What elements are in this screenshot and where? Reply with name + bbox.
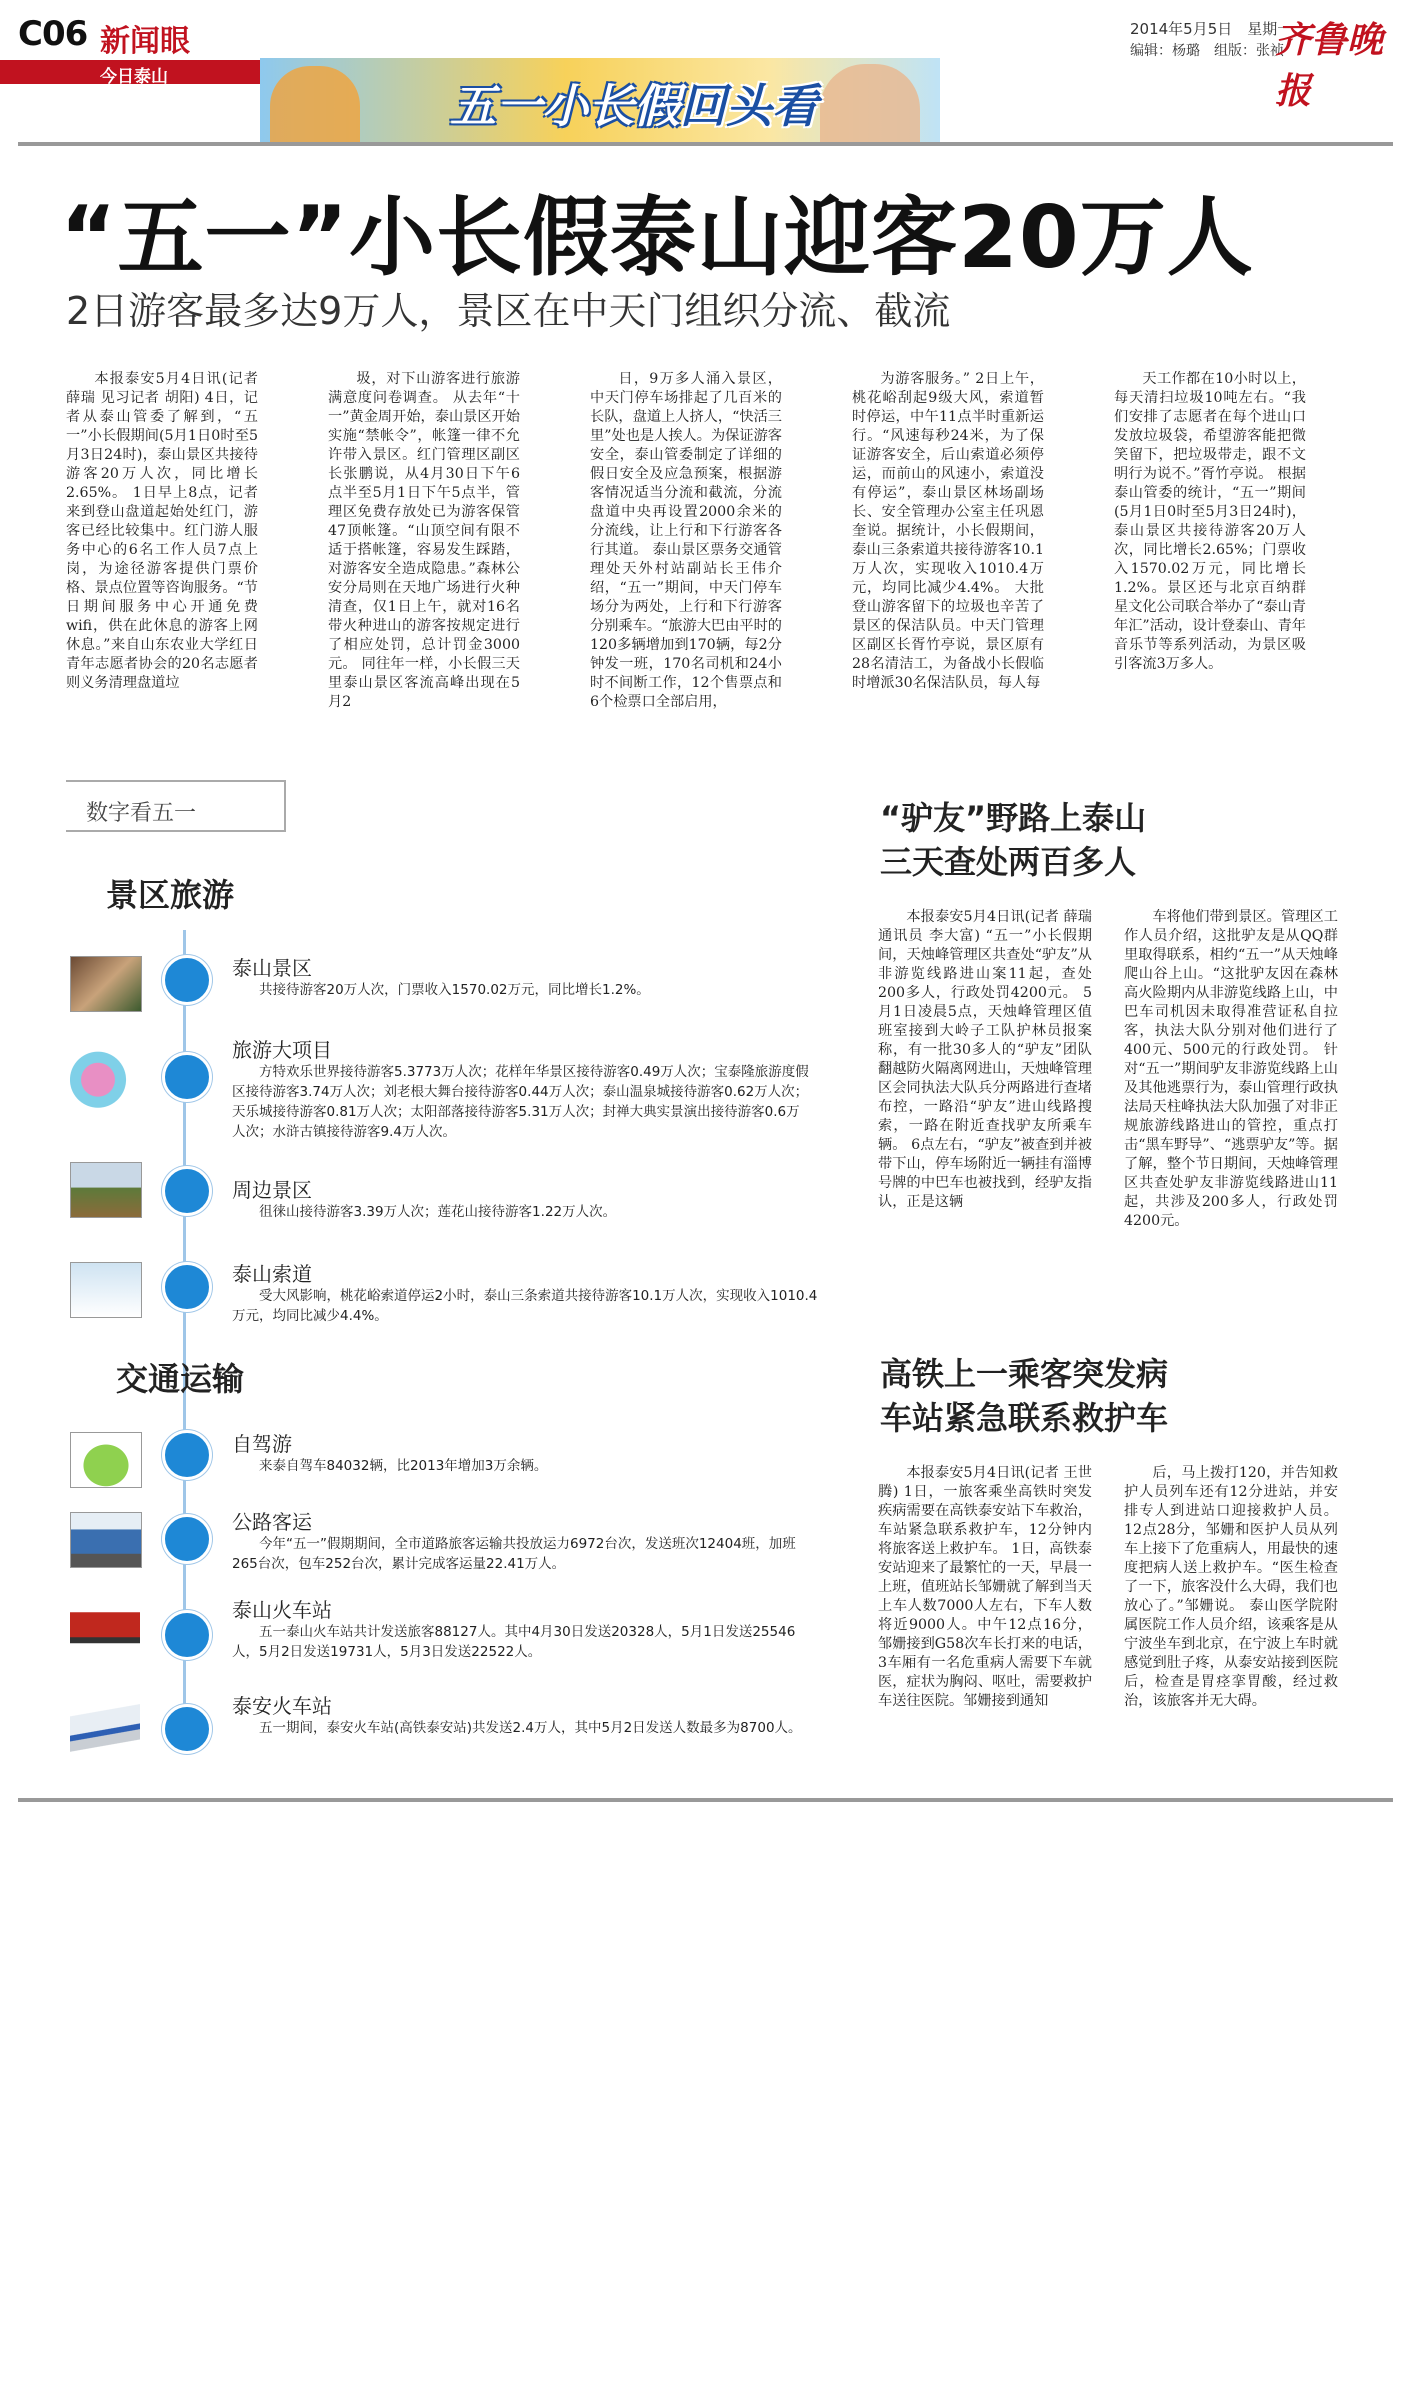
scenic-photo: [70, 1162, 142, 1218]
item-title: 泰山景区: [232, 956, 312, 980]
holiday-banner: [260, 58, 940, 146]
main-headline: “五一”小长假泰山迎客20万人: [60, 188, 1254, 288]
item-text: [232, 980, 822, 1000]
main-column-text: 天工作都在10小时以上，每天清扫垃圾10吨左右。“我们安排了志愿者在每个进山口发放垃圾袋，希望游客能把微笑留下，把垃圾带走，跟不文明行为说不。”胥竹亭说。 根据泰山管委的统计，“五一”期间(5月1日0时至5月3日24时)，泰山景区共接待游客20万人次，同比增长2.65%；门票收入1570.02万元，同比增长1.2%。景区还与北京百纳群星文化公司联合举办了“泰山青年汇”活动，设计登泰山、青年音乐节等系列活动，为景区吸引客流3万多人。: [1114, 371, 1306, 672]
subsection-name: 今日泰山: [100, 67, 168, 87]
story2-title-line2: 三天查处两百多人: [880, 843, 1137, 881]
timeline-dot: [162, 1610, 212, 1660]
item-text-body: 五一泰山火车站共计发送旅客88127人。其中4月30日发送20328人，5月1日发送25546人，5月2日发送19731人，5月3日发送22522人。: [232, 1624, 796, 1660]
timeline-line: [183, 930, 186, 1720]
story3-text: 后，马上拨打120，并告知救护人员列车还有12分进站，并安排专人到进站口迎接救护人员。 12点28分，邹姗和医护人员从列车上接下了危重病人，用最快的速度把病人送上救护车。“医生检查了一下，旅客没什么大碍，我们也放心了。”邹姗说。 泰山医学院附属医院工作人员介绍，该乘客是从宁波坐车到北京，在宁波上车时就感觉到肚子疼，从泰安站接到医院后，检查是胃痉挛胃酸，经过救治，该旅客并无大碍。: [1124, 1465, 1338, 1709]
timeline-dot: [162, 1430, 212, 1480]
item-text-body: 徂徕山接待游客3.39万人次；莲花山接待游客1.22万人次。: [259, 1204, 617, 1220]
car-photo: [70, 1432, 142, 1488]
story3-title-line2: 车站紧急联系救护车: [880, 1399, 1169, 1437]
main-subhead: 2日游客最多达9万人，景区在中天门组织分流、截流: [66, 289, 951, 333]
newspaper-logo: 齐鲁晚报: [1275, 20, 1384, 112]
category-title: 交通运输: [116, 1360, 245, 1398]
item-text: [232, 1062, 812, 1142]
item-text: [232, 1456, 822, 1476]
cablecar-photo: [70, 1262, 142, 1318]
timeline-dot: [162, 1514, 212, 1564]
main-column-text: 日，9万多人涌入景区，中天门停车场排起了几百米的长队，盘道上人挤人，“快活三里”处也是人挨人。为保证游客安全，泰山管委制定了详细的假日安全及应急预案，根据游客情况适当分流和截流，分流盘道中央再设置2000余米的分流线，让上行和下行游客各行其道。 泰山景区票务交通管理处天外村站副站长王伟介绍，“五一”期间，中天门停车场分为两处，上行和下行游客分别乘车。“旅游大巴由平时的120多辆增加到170辆，每2分钟发一班，170名司机和24小时不间断工作，12个售票点和6个检票口全部启用，: [590, 371, 782, 710]
category-title: 景区旅游: [106, 876, 235, 914]
main-column-text: 本报泰安5月4日讯(记者 薛瑞 见习记者 胡阳) 4日，记者从泰山管委了解到，“五一”小长假期间(5月1日0时至5月3日24时)，泰山景区共接待游客20万人次，同比增长2.65%。 1日早上8点，记者来到登山盘道起始处红门，游客已经比较集中。红门游人服务中心的6名工作人员7点上岗，为途径游客提供门票价格、景点位置等咨询服务。“节日期间服务中心开通免费wifi，供在此休息的游客上网休息。”来自山东农业大学红日青年志愿者协会的20名志愿者则义务清理盘道垃: [66, 371, 258, 691]
banner-title: [450, 70, 818, 136]
item-text: [232, 1534, 812, 1574]
item-text-body: 共接待游客20万人次，门票收入1570.02万元，同比增长1.2%。: [259, 982, 650, 998]
story3-title-line1: 高铁上一乘客突发病: [880, 1355, 1169, 1393]
main-column-3: [590, 370, 782, 730]
item-text: [232, 1718, 812, 1738]
numbers-label: 数字看五一: [86, 801, 197, 826]
timeline-dot: [162, 1052, 212, 1102]
item-title: 自驾游: [232, 1432, 292, 1456]
publication-date: 2014年5月5日 星期一: [1130, 20, 1293, 38]
page-number: C06: [18, 14, 88, 54]
banner-title-b: 回头看: [680, 79, 818, 133]
story3-title: [880, 1352, 1168, 1440]
main-column-text: 为游客服务。” 2日上午，桃花峪刮起9级大风，索道暂时停运，中午11点半时重新运行。“风速每秒24米，为了保证游客安全，后山索道必须停运，而前山的风速小，索道没有停运”，泰山景区林场副场长、安全管理办公室主任巩恩奎说。据统计，小长假期间，泰山三条索道共接待游客10.1万人次，实现收入1010.4万元，均同比减少4.4%。 大批登山游客留下的垃圾也辛苦了景区的保洁队员。中天门管理区副区长胥竹亭说，景区原有28名清洁工，为备战小长假临时增派30名保洁队员，每人每: [852, 371, 1044, 691]
item-title: 泰山火车站: [232, 1598, 332, 1622]
item-title: 泰安火车站: [232, 1694, 332, 1718]
story2-text: 本报泰安5月4日讯(记者 薛瑞 通讯员 李大富) “五一”小长假期间，天烛峰管理区共查处“驴友”从非游览线路进山案11起，查处200多人，行政处罚4200元。 5月1日凌晨5点，天烛峰管理区值班室接到大岭子工队护林员报案称，有一批30多人的“驴友”团队翻越防火隔离网进山，天烛峰管理区会同执法大队兵分两路进行查堵布控，一路沿“驴友”进山线路搜索，一路在附近查找驴友所乘车辆。 6点左右，“驴友”被查到并被带下山，停车场附近一辆挂有淄博号牌的中巴车也被找到，经驴友指认，正是这辆: [878, 909, 1092, 1210]
item-text-body: 受大风影响，桃花峪索道停运2小时，泰山三条索道共接待游客10.1万人次，实现收入1010.4万元，均同比减少4.4%。: [232, 1288, 818, 1324]
bottom-divider: [18, 1798, 1393, 1802]
item-text-body: 今年“五一”假期期间，全市道路旅客运输共投放运力6972台次，发送班次12404班，加班265台次，包车252台次，累计完成客运量22.41万人。: [232, 1536, 796, 1572]
main-column-1: [66, 370, 258, 730]
item-title: 周边景区: [232, 1178, 312, 1202]
mountain-photo: [70, 956, 142, 1012]
item-title: 泰山索道: [232, 1262, 312, 1286]
item-text: [232, 1202, 822, 1222]
banner-figure-right: [820, 64, 920, 146]
item-title: 公路客运: [232, 1510, 312, 1534]
editor-credits: 编辑：杨璐 组版：张祯: [1130, 43, 1284, 59]
item-text-body: 来泰自驾车84032辆，比2013年增加3万余辆。: [259, 1458, 548, 1474]
story3-text: 本报泰安5月4日讯(记者 王世腾) 1日，一旅客乘坐高铁时突发疾病需要在高铁泰安站下车救治，车站紧急联系救护车，12分钟内将旅客送上救护车。 1日，高铁泰安站迎来了最繁忙的一天，早晨一上班，值班站长邹姗就了解到当天上车人数7000人左右，下车人数将近9000人。中午12点16分，邹姗接到G58次车长打来的电话，3车厢有一名危重病人需要下车就医，症状为胸闷、呕吐，需要救护车送往医院。邹姗接到通知: [878, 1465, 1092, 1709]
story3-column-2: [1124, 1464, 1338, 1794]
timeline-dot: [162, 955, 212, 1005]
story2-text: 车将他们带到景区。管理区工作人员介绍，这批驴友是从QQ群里取得联系，相约“五一”从天烛峰爬山谷上山。“这批驴友因在森林高火险期内从非游览线路上山，中巴车司机因未取得准营证私自拉客，执法大队分别对他们进行了400元、500元的行政处罚。 针对“五一”期间驴友非游览线路上山及其他逃票行为，泰山管理行政执法局天柱峰执法大队加强了对非正规旅游线路进山的管控，重点打击“黑车野导”、“逃票驴友”等。据了解，整个节日期间，天烛峰管理区共查处驴友非游览线路进山11起，共涉及200多人，行政处罚4200元。: [1124, 909, 1338, 1229]
main-column-2: [328, 370, 520, 730]
banner-title-a: 五一小长假: [450, 79, 680, 133]
item-text-body: 方特欢乐世界接待游客5.3773万人次；花样年华景区接待游客0.49万人次；宝泰隆旅游度假区接待游客3.74万人次；刘老根大舞台接待游客0.44万人次；泰山温泉城接待游客0.62万人次；天乐城接待游客0.81万人次；太阳部落接待游客5.31万人次；封禅大典实景演出接待游客0.6万人次；水浒古镇接待游客9.4万人次。: [232, 1064, 809, 1140]
story2-column-1: [878, 908, 1092, 1298]
banner-figure-left: [270, 66, 360, 146]
item-text-body: 五一期间，泰安火车站(高铁泰安站)共发送2.4万人，其中5月2日发送人数最多为8700人。: [259, 1720, 802, 1736]
bus-photo: [70, 1512, 142, 1568]
story2-title-line1: “驴友”野路上泰山: [880, 799, 1147, 837]
story3-column-1: [878, 1464, 1092, 1794]
main-column-4: [852, 370, 1044, 730]
train-photo: [70, 1602, 140, 1652]
main-column-5: [1114, 370, 1306, 730]
item-text: [232, 1622, 812, 1662]
section-name: 新闻眼: [100, 24, 190, 59]
story2-title: [880, 796, 1146, 884]
timeline-dot: [162, 1262, 212, 1312]
item-text: [232, 1286, 822, 1326]
timeline-dot: [162, 1166, 212, 1216]
header-divider: [18, 142, 1393, 146]
main-column-text: 圾，对下山游客进行旅游满意度问卷调查。 从去年“十一”黄金周开始，泰山景区开始实施“禁帐令”，帐篷一律不允许带入景区。红门管理区副区长张鹏说，从4月30日下午6点半至5月1日下午5点半，管理区免费存放处已为游客保管47顶帐篷。“山顶空间有限不适于搭帐篷，容易发生踩踏，对游客安全造成隐患。”森林公安分局则在天地广场进行火种清查，仅1日上午，就对16名带火种进山的游客按规定进行了相应处罚，总计罚金3000元。 同往年一样，小长假三天里泰山景区客流高峰出现在5月2: [328, 371, 520, 710]
mascot-photo: [70, 1050, 140, 1116]
item-title: 旅游大项目: [232, 1038, 332, 1062]
bullet-train-photo: [70, 1700, 140, 1752]
timeline-dot: [162, 1704, 212, 1754]
story2-column-2: [1124, 908, 1338, 1298]
